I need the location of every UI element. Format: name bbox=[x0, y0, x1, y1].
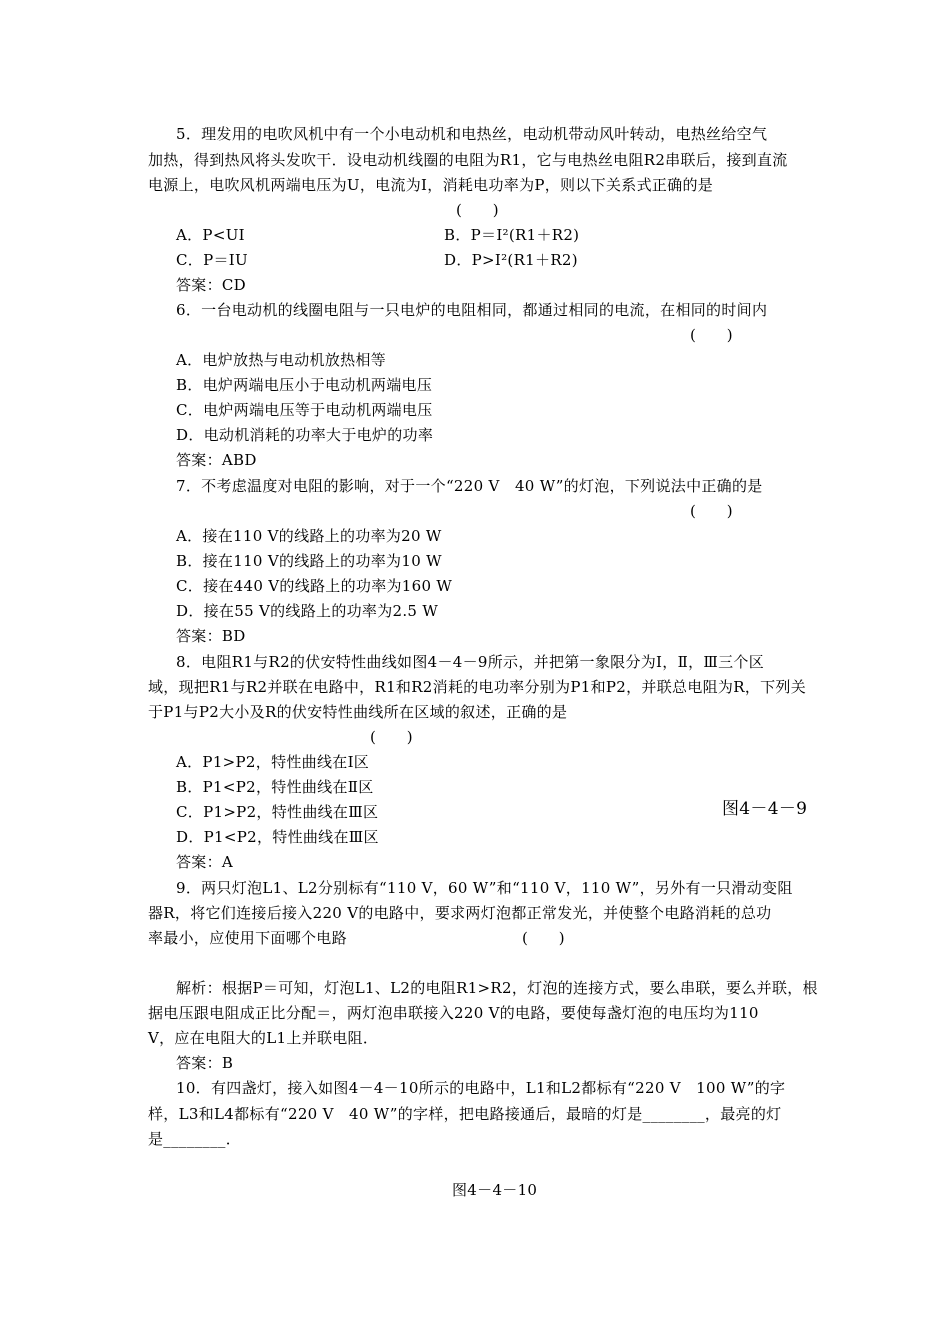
q8-stem-line1: 8．电阻R1与R2的伏安特性曲线如图4－4－9所示，并把第一象限分为Ⅰ，Ⅱ，Ⅲ三个区 bbox=[176, 653, 765, 671]
q6-stem-line1: 6．一台电动机的线圈电阻与一只电炉的电阻相同，都通过相同的电流，在相同的时间内 bbox=[176, 301, 768, 319]
q8-stem-line2: 域，现把R1与R2并联在电路中，R1和R2消耗的电功率分别为P1和P2，并联总电阻为R，下列关 bbox=[148, 678, 807, 696]
q5-stem-line3: 电源上，电吹风机两端电压为U，电流为I，消耗电功率为P，则以下关系式正确的是 bbox=[148, 176, 714, 194]
q10-stem-line2: 样，L3和L4都标有“220 V 40 W”的字样，把电路接通后，最暗的灯是________，最亮的灯 bbox=[148, 1105, 782, 1123]
q8-stem-line3: 于P1与P2大小及R的伏安特性曲线所在区域的叙述，正确的是 bbox=[148, 703, 568, 721]
q5-option-d: D．P>I²(R1＋R2) bbox=[444, 251, 578, 269]
q8-option-c: C．P1>P2，特性曲线在Ⅲ区 bbox=[176, 803, 379, 821]
q5-stem-line2: 加热，得到热风将头发吹干．设电动机线圈的电阻为R1，它与电热丝电阻R2串联后，接到直流 bbox=[148, 151, 788, 169]
q9-solution-line1: 解析：根据P＝可知，灯泡L1、L2的电阻R1>R2，灯泡的连接方式，要么串联，要么并联，根 bbox=[176, 979, 818, 997]
q8-option-b: B．P1<P2，特性曲线在Ⅱ区 bbox=[176, 778, 374, 796]
q5-stem-line1: 5．理发用的电吹风机中有一个小电动机和电热丝，电动机带动风叶转动，电热丝给空气 bbox=[176, 125, 768, 143]
q9-solution-line2: 据电压跟电阻成正比分配＝，两灯泡串联接入220 V的电路，要使每盏灯泡的电压均为110 bbox=[148, 1004, 759, 1022]
q8-answer-paren: ( ) bbox=[370, 728, 413, 746]
q6-answer-paren: ( ) bbox=[690, 326, 733, 344]
q8-figure-caption: 图4－4－9 bbox=[722, 799, 808, 819]
q8-option-d: D．P1<P2，特性曲线在Ⅲ区 bbox=[176, 828, 379, 846]
q10-stem-line3: 是________． bbox=[148, 1130, 242, 1148]
q7-answer: 答案：BD bbox=[176, 627, 246, 645]
q8-option-a: A．P1>P2，特性曲线在Ⅰ区 bbox=[176, 753, 370, 771]
q10-figure-caption: 图4－4－10 bbox=[452, 1181, 538, 1199]
q7-option-c: C．接在440 V的线路上的功率为160 W bbox=[176, 577, 453, 595]
q9-stem-line2: 器R，将它们连接后接入220 V的电路中，要求两灯泡都正常发光，并使整个电路消耗的总功 bbox=[148, 904, 772, 922]
q6-option-c: C．电炉两端电压等于电动机两端电压 bbox=[176, 401, 433, 419]
q9-answer: 答案：B bbox=[176, 1054, 234, 1072]
q6-option-b: B．电炉两端电压小于电动机两端电压 bbox=[176, 376, 433, 394]
q6-answer: 答案：ABD bbox=[176, 451, 257, 469]
q9-stem-line3: 率最小，应使用下面哪个电路 bbox=[148, 929, 347, 947]
q7-option-d: D．接在55 V的线路上的功率为2.5 W bbox=[176, 602, 439, 620]
q7-stem-line1: 7．不考虑温度对电阻的影响，对于一个“220 V 40 W”的灯泡，下列说法中正确的是 bbox=[176, 477, 763, 495]
q5-option-a: A．P<UI bbox=[176, 226, 245, 244]
q7-answer-paren: ( ) bbox=[690, 502, 733, 520]
q9-solution-line3: V，应在电阻大的L1上并联电阻． bbox=[148, 1029, 379, 1047]
q6-option-d: D．电动机消耗的功率大于电炉的功率 bbox=[176, 426, 434, 444]
q9-stem-line1: 9．两只灯泡L1、L2分别标有“110 V，60 W”和“110 V，110 W”，另外有一只滑动变阻 bbox=[176, 879, 793, 897]
q6-option-a: A．电炉放热与电动机放热相等 bbox=[176, 351, 387, 369]
q5-answer-paren: ( ) bbox=[456, 201, 499, 219]
q8-answer: 答案：A bbox=[176, 853, 234, 871]
q5-option-b: B．P＝I²(R1＋R2) bbox=[444, 226, 580, 244]
q9-answer-paren: ( ) bbox=[522, 929, 565, 947]
q7-option-a: A．接在110 V的线路上的功率为20 W bbox=[176, 527, 442, 545]
q5-answer: 答案：CD bbox=[176, 276, 247, 294]
q7-option-b: B．接在110 V的线路上的功率为10 W bbox=[176, 552, 442, 570]
q10-stem-line1: 10．有四盏灯，接入如图4－4－10所示的电路中，L1和L2都标有“220 V 100 W”的字 bbox=[176, 1079, 786, 1097]
q5-option-c: C．P＝IU bbox=[176, 251, 248, 269]
